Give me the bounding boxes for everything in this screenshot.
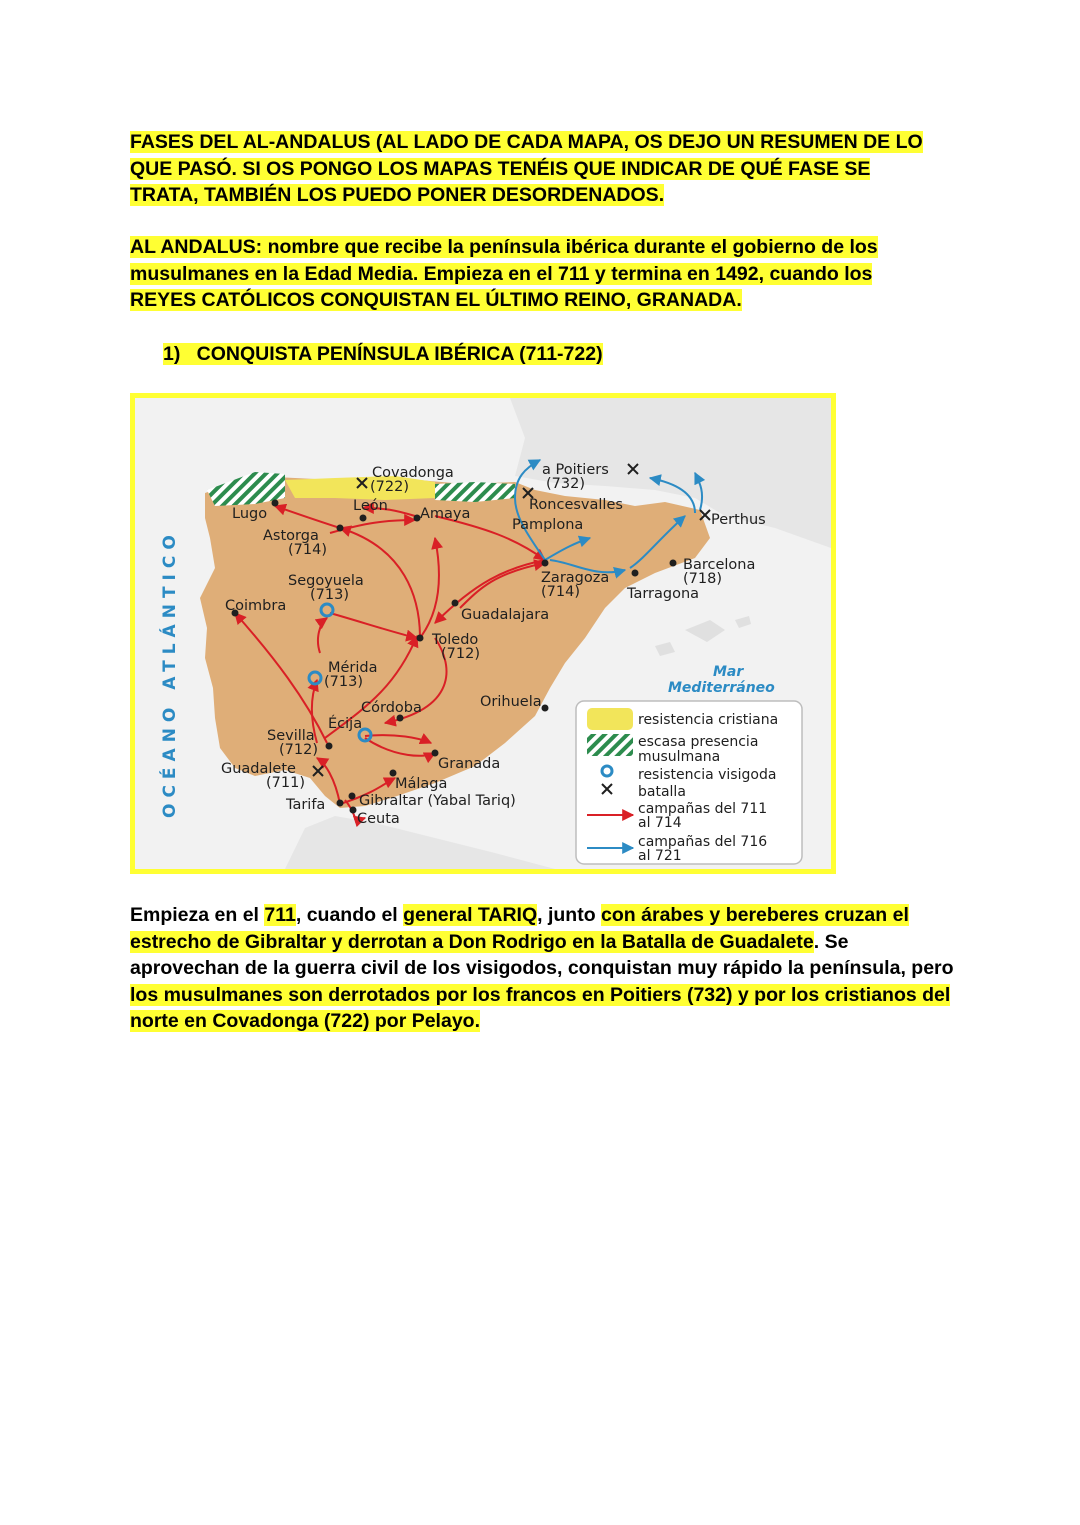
label-roncesvalles: Roncesvalles (529, 497, 623, 513)
legend-hatch-swatch (587, 734, 633, 756)
title-line-2: QUE PASÓ. SI OS PONGO LOS MAPAS TENÉIS QUE INDICAR DE QUÉ FASE SE (130, 157, 871, 180)
label-zaragoza: Zaragoza (541, 570, 610, 586)
label-guadalete-year: (711) (266, 775, 305, 791)
label-lugo: Lugo (232, 506, 268, 522)
phase-1-heading (163, 341, 603, 367)
intro-line-3: REYES CATÓLICOS CONQUISTAN EL ÚLTIMO REINO, GRANADA. (130, 289, 742, 311)
label-zaragoza-year: (714) (541, 584, 580, 600)
intro-line-2: musulmanes en la Edad Media. Empieza en el 711 y termina en 1492, cuando los (130, 262, 873, 285)
legend-campanas-716-2: al 721 (638, 848, 682, 864)
label-granada: Granada (438, 756, 501, 772)
label-gibraltar: Gibraltar (Yabal Tariq) (359, 793, 516, 809)
legend-campanas-711-2: al 714 (638, 815, 682, 831)
label-orihuela: Orihuela (480, 694, 542, 710)
label-toledo-year: (712) (441, 646, 480, 662)
label-segoyuela-year: (713) (310, 587, 349, 603)
phase-1-number: 1) (163, 343, 181, 365)
ocean-label: OCÉANO ATLÁNTICO (160, 529, 180, 818)
title-line-3: TRATA, TAMBIÉN LOS PUEDO PONER DESORDENADOS. (130, 184, 665, 206)
legend-christian-swatch (587, 708, 633, 730)
label-barcelona-year: (718) (683, 571, 722, 587)
label-barcelona: Barcelona (683, 557, 756, 573)
label-tarragona: Tarragona (627, 586, 700, 602)
title-line-1: FASES DEL AL-ANDALUS (AL LADO DE CADA MAPA, OS DEJO UN RESUMEN DE LO (130, 131, 923, 153)
intro-line-1: AL ANDALUS: nombre que recibe la península ibérica durante el gobierno de los (130, 236, 878, 258)
label-poitiers: a Poitiers (542, 462, 609, 478)
legend-campanas-711-1: campañas del 711 (638, 801, 768, 817)
summary-seg-4: , junto (537, 904, 602, 926)
map-legend (576, 701, 802, 864)
low-muslim-presence-east (435, 482, 515, 502)
label-malaga: Málaga (395, 776, 448, 792)
label-ceuta: Ceuta (357, 811, 400, 827)
legend-escasa-2: musulmana (638, 749, 721, 765)
label-tarifa: Tarifa (286, 797, 326, 813)
summary-seg-7: los musulmanes son derrotados por los francos en Poitiers (732) y por los cristianos del norte en Covadonga (722) por Pelayo. (130, 983, 951, 1032)
conquest-map-frame (130, 393, 836, 874)
label-toledo: Toledo (432, 632, 479, 648)
document-title (130, 129, 960, 209)
legend-campanas-716-1: campañas del 716 (638, 834, 768, 850)
phase-1-label: CONQUISTA PENÍNSULA IBÉRICA (711-722) (196, 343, 603, 365)
al-andalus-definition (130, 234, 960, 314)
label-sevilla: Sevilla (267, 728, 315, 744)
label-astorga: Astorga (263, 528, 319, 544)
conquest-map (135, 398, 831, 869)
label-poitiers-year: (732) (546, 476, 585, 492)
label-covadonga-year: (722) (370, 479, 409, 495)
summary-seg-2: , cuando el (295, 904, 404, 926)
label-guadalete: Guadalete (221, 761, 296, 777)
label-segoyuela: Segoyuela (288, 573, 364, 589)
sea-label-2: Mediterráneo (668, 680, 775, 696)
label-sevilla-year: (712) (279, 742, 318, 758)
sea-label-1: Mar (713, 664, 744, 680)
phase-1-summary (130, 902, 960, 1035)
summary-seg-3: general TARIQ (403, 904, 538, 926)
label-perthus: Perthus (711, 512, 766, 528)
label-cordoba: Córdoba (361, 700, 422, 716)
legend-escasa-1: escasa presencia (638, 734, 759, 750)
summary-seg-5: con árabes y bereberes cruzan el estrecho de Gibraltar y derrotan a Don Rodrigo en la Batalla de Guadalete (130, 904, 909, 953)
legend-batalla: batalla (638, 784, 686, 800)
label-guadalajara: Guadalajara (461, 607, 550, 623)
summary-seg-1: 711 (264, 904, 296, 926)
label-coimbra: Coimbra (225, 598, 287, 614)
label-ecija: Écija (328, 716, 363, 732)
label-merida: Mérida (328, 660, 378, 676)
legend-resistencia-visigoda: resistencia visigoda (638, 767, 777, 783)
summary-seg-6: . Se aprovechan de la guerra civil de los visigodos, conquistan muy rápido la península, pero (130, 930, 954, 979)
label-leon: León (353, 498, 388, 514)
label-astorga-year: (714) (288, 542, 327, 558)
legend-resistencia-cristiana: resistencia cristiana (638, 712, 779, 728)
summary-seg-0: Empieza en el (130, 904, 265, 926)
label-pamplona: Pamplona (512, 517, 584, 533)
label-merida-year: (713) (324, 674, 363, 690)
label-amaya: Amaya (420, 506, 471, 522)
label-covadonga: Covadonga (372, 465, 454, 481)
